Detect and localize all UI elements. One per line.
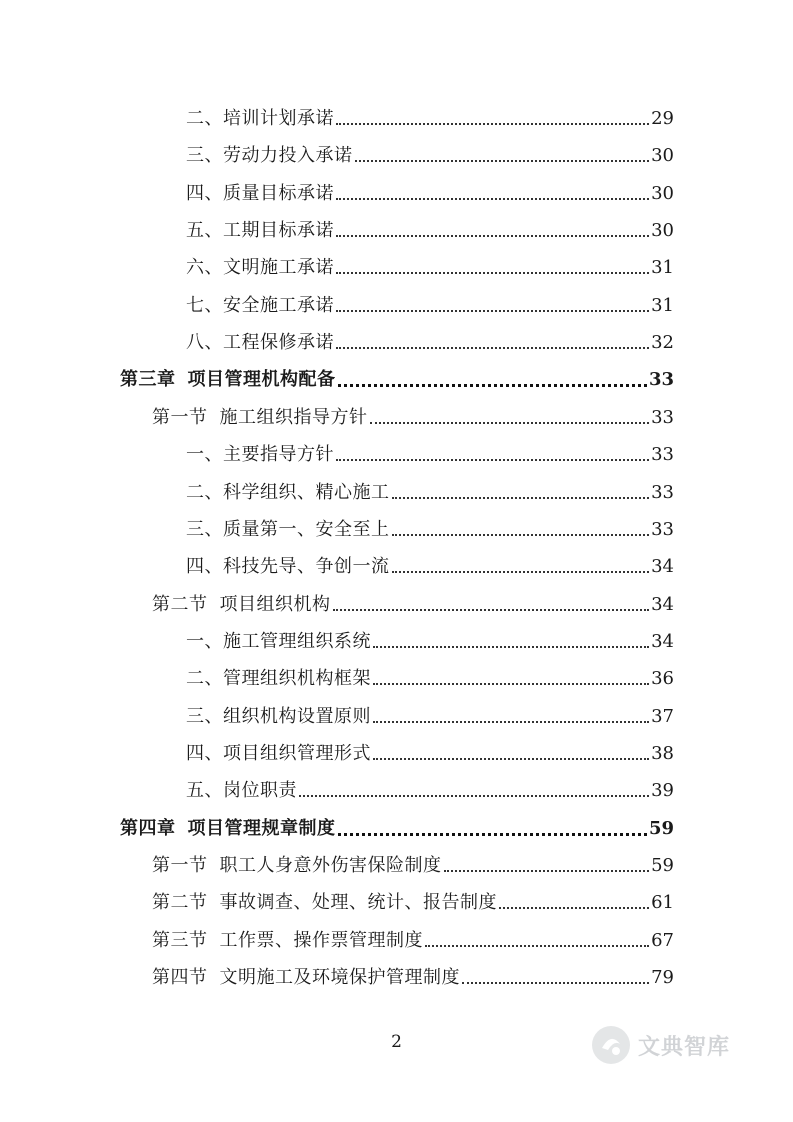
toc-entry[interactable] bbox=[152, 592, 674, 618]
toc-entry[interactable] bbox=[120, 367, 674, 393]
toc-entry-page: 31 bbox=[651, 257, 674, 279]
toc-entry-label bbox=[152, 853, 442, 879]
toc-entry-page: 33 bbox=[651, 518, 674, 540]
toc-entry-page: 39 bbox=[651, 780, 674, 802]
toc-entry-prefix: 第四节 bbox=[152, 967, 208, 989]
page-number: 2 bbox=[391, 1032, 402, 1052]
toc-entry[interactable] bbox=[186, 480, 674, 506]
toc-entry-label bbox=[152, 405, 368, 431]
toc-entry-title: 四、科技先导、争创一流 bbox=[186, 556, 390, 578]
toc-entry-page: 30 bbox=[651, 220, 674, 242]
toc-entry-title: 三、劳动力投入承诺 bbox=[186, 145, 353, 167]
toc-dot-leader bbox=[336, 459, 649, 461]
toc-entry[interactable] bbox=[152, 405, 674, 431]
toc-entry-label bbox=[186, 218, 334, 244]
toc-dot-leader bbox=[392, 571, 650, 573]
toc-entry-label bbox=[152, 592, 331, 618]
toc-entry-page: 30 bbox=[651, 182, 674, 204]
toc-entry[interactable] bbox=[186, 181, 674, 207]
toc-entry-label bbox=[186, 517, 390, 543]
toc-entry-prefix: 第一节 bbox=[152, 406, 208, 428]
toc-dot-leader bbox=[373, 683, 649, 685]
toc-entry-title: 事故调查、处理、统计、报告制度 bbox=[219, 892, 497, 914]
toc-entry-title: 三、质量第一、安全至上 bbox=[186, 518, 390, 540]
toc-entry-page: 33 bbox=[651, 444, 674, 466]
toc-entry-title: 三、组织机构设置原则 bbox=[186, 705, 371, 727]
toc-entry-prefix: 第四章 bbox=[120, 817, 176, 839]
toc-entry-title: 八、工程保修承诺 bbox=[186, 332, 334, 354]
toc-dot-leader bbox=[444, 870, 650, 872]
toc-entry-page: 34 bbox=[651, 556, 674, 578]
toc-entry-label bbox=[152, 965, 460, 991]
toc-entry-title: 一、施工管理组织系统 bbox=[186, 630, 371, 652]
toc-entry-title: 二、管理组织机构框架 bbox=[186, 668, 371, 690]
toc-entry[interactable] bbox=[152, 853, 674, 879]
toc-entry-title: 七、安全施工承诺 bbox=[186, 294, 334, 316]
toc-entry-title: 项目管理机构配备 bbox=[187, 369, 336, 391]
toc-entry[interactable] bbox=[186, 704, 674, 730]
toc-dot-leader bbox=[373, 646, 649, 648]
toc-entry-label bbox=[186, 554, 390, 580]
toc-entry[interactable] bbox=[152, 965, 674, 991]
toc-entry[interactable] bbox=[186, 106, 674, 132]
watermark-text: 文典智库 bbox=[638, 1034, 731, 1060]
toc-entry-prefix: 第一节 bbox=[152, 855, 208, 876]
toc-entry-page: 34 bbox=[651, 630, 674, 652]
toc-entry[interactable] bbox=[186, 442, 674, 468]
toc-entry-page: 59 bbox=[648, 817, 674, 839]
toc-entry-prefix: 第二节 bbox=[152, 593, 208, 615]
toc-entry-page: 67 bbox=[651, 929, 674, 951]
toc-entry-prefix: 第三节 bbox=[152, 929, 208, 951]
toc-dot-leader bbox=[370, 422, 650, 424]
toc-dot-leader bbox=[373, 721, 649, 723]
toc-entry-label bbox=[186, 255, 334, 281]
toc-entry-title: 项目管理规章制度 bbox=[187, 817, 336, 839]
toc-entry[interactable] bbox=[186, 218, 674, 244]
toc-entry-page: 38 bbox=[651, 742, 674, 764]
toc-entry[interactable] bbox=[120, 816, 674, 842]
toc-dot-leader bbox=[338, 833, 647, 836]
toc-entry[interactable] bbox=[186, 778, 674, 804]
toc-entry-label bbox=[186, 442, 334, 468]
watermark bbox=[590, 1015, 760, 1075]
toc-entry-prefix: 第二节 bbox=[152, 892, 208, 914]
toc-entry-title: 四、项目组织管理形式 bbox=[186, 742, 371, 764]
toc-entry-label bbox=[186, 330, 334, 356]
toc-entry-label bbox=[186, 741, 371, 767]
toc-entry-page: 37 bbox=[651, 705, 674, 727]
toc-entry-title: 工作票、操作票管理制度 bbox=[219, 929, 423, 951]
toc-entry-label bbox=[152, 890, 497, 916]
toc-dot-leader bbox=[336, 235, 649, 237]
toc-entry[interactable] bbox=[186, 629, 674, 655]
toc-entry[interactable] bbox=[152, 890, 674, 916]
toc-entry-label bbox=[186, 778, 297, 804]
toc-entry-title: 五、工期目标承诺 bbox=[186, 220, 334, 242]
toc-entry-title: 四、质量目标承诺 bbox=[186, 182, 334, 204]
toc-entry[interactable] bbox=[152, 928, 674, 954]
toc-entry-page: 34 bbox=[651, 593, 674, 615]
toc-entry-title: 项目组织机构 bbox=[219, 593, 331, 615]
toc-entry[interactable] bbox=[186, 143, 674, 169]
toc-entry[interactable] bbox=[186, 293, 674, 319]
toc-entry[interactable] bbox=[186, 554, 674, 580]
toc-dot-leader bbox=[392, 497, 650, 499]
toc-entry-label bbox=[186, 666, 371, 692]
toc-entry-page: 59 bbox=[651, 855, 674, 876]
toc-entry-label bbox=[186, 480, 390, 506]
toc-dot-leader bbox=[392, 534, 650, 536]
toc-dot-leader bbox=[336, 347, 649, 349]
toc-dot-leader bbox=[499, 907, 649, 909]
toc-entry-page: 30 bbox=[651, 145, 674, 167]
toc-entry[interactable] bbox=[186, 741, 674, 767]
toc-dot-leader bbox=[425, 945, 649, 947]
toc-entry-title: 二、科学组织、精心施工 bbox=[186, 481, 390, 503]
toc-entry-title: 五、岗位职责 bbox=[186, 780, 297, 802]
toc-entry[interactable] bbox=[186, 255, 674, 281]
toc-dot-leader bbox=[338, 384, 647, 387]
toc-entry-page: 36 bbox=[651, 668, 674, 690]
toc-dot-leader bbox=[355, 160, 650, 162]
toc-dot-leader bbox=[333, 609, 650, 611]
toc-entry-label bbox=[186, 293, 334, 319]
toc-dot-leader bbox=[299, 795, 649, 797]
toc-entry-label bbox=[186, 143, 353, 169]
toc-dot-leader bbox=[462, 982, 649, 984]
toc-entry-prefix: 第三章 bbox=[120, 369, 176, 391]
toc-entry-label bbox=[186, 629, 371, 655]
toc-dot-leader bbox=[336, 198, 649, 200]
toc-entry-label bbox=[152, 928, 423, 954]
toc-dot-leader bbox=[336, 123, 649, 125]
toc-dot-leader bbox=[336, 310, 649, 312]
toc-entry-title: 职工人身意外伤害保险制度 bbox=[219, 855, 442, 876]
toc-entry-page: 29 bbox=[651, 108, 674, 129]
toc-entry-page: 31 bbox=[651, 294, 674, 316]
toc-entry-page: 33 bbox=[651, 406, 674, 428]
toc-entry-label bbox=[120, 367, 336, 393]
toc-entry-title: 六、文明施工承诺 bbox=[186, 257, 334, 279]
toc-entry-label bbox=[186, 704, 371, 730]
toc-entry[interactable] bbox=[186, 330, 674, 356]
toc-entry-title: 施工组织指导方针 bbox=[219, 406, 368, 428]
toc-entry-page: 61 bbox=[651, 892, 674, 914]
toc-entry-label bbox=[186, 106, 334, 132]
toc-entry-label bbox=[120, 816, 336, 842]
toc-entry-page: 33 bbox=[651, 481, 674, 503]
toc-entry-page: 79 bbox=[651, 967, 674, 989]
toc-dot-leader bbox=[373, 758, 649, 760]
toc-entry[interactable] bbox=[186, 666, 674, 692]
toc-entry[interactable] bbox=[186, 517, 674, 543]
toc-dot-leader bbox=[336, 272, 649, 274]
toc-entry-title: 一、主要指导方针 bbox=[186, 444, 334, 466]
toc-entry-title: 文明施工及环境保护管理制度 bbox=[219, 967, 460, 989]
watermark-logo-icon bbox=[590, 1024, 632, 1066]
toc-entry-page: 32 bbox=[651, 332, 674, 354]
toc-entry-label bbox=[186, 181, 334, 207]
toc-entry-title: 二、培训计划承诺 bbox=[186, 108, 334, 129]
toc-entry-page: 33 bbox=[648, 369, 674, 391]
